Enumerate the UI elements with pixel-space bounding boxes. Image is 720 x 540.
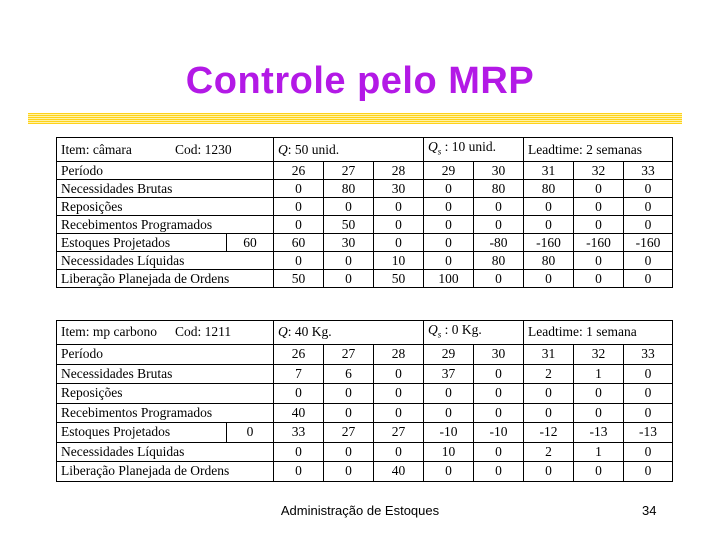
- table-cell: 1: [574, 442, 624, 462]
- table-cell: 0: [424, 251, 474, 269]
- table-cell: 0: [324, 442, 374, 462]
- table-cell: 0: [524, 215, 574, 233]
- table-row: [57, 215, 673, 233]
- table-cell: -160: [524, 233, 574, 251]
- item-name: Item: câmara: [61, 141, 132, 157]
- item-cod-cell: [57, 321, 274, 345]
- table-cell: 2: [524, 364, 574, 384]
- table-cell: 29: [424, 345, 474, 365]
- table-cell: 0: [574, 269, 624, 287]
- table-cell: -10: [424, 423, 474, 443]
- table-cell: 0: [274, 442, 324, 462]
- table-cell: 28: [374, 345, 424, 365]
- table-cell: 0: [324, 403, 374, 423]
- table-cell: 50: [274, 269, 324, 287]
- table-cell: 0: [474, 442, 524, 462]
- table-cell: 0: [474, 403, 524, 423]
- table-cell: 0: [424, 197, 474, 215]
- table-cell: 80: [474, 179, 524, 197]
- row-label: Necessidades Brutas: [57, 179, 274, 197]
- table-cell: 10: [374, 251, 424, 269]
- safety-stock-cell: [424, 138, 524, 162]
- table-cell: -10: [474, 423, 524, 443]
- table-cell: 0: [374, 197, 424, 215]
- page-number: 34: [642, 503, 657, 518]
- table-cell: 33: [274, 423, 324, 443]
- table-cell: -13: [624, 423, 673, 443]
- table-cell: 0: [474, 215, 524, 233]
- table-cell: 50: [324, 215, 374, 233]
- table-cell: 30: [474, 345, 524, 365]
- table-cell: 0: [574, 215, 624, 233]
- table-row: [57, 442, 673, 462]
- row-label: Liberação Planejada de Ordens: [57, 462, 274, 482]
- table-cell: 26: [274, 345, 324, 365]
- table-cell: -160: [574, 233, 624, 251]
- table-cell: 0: [574, 384, 624, 404]
- safety-stock-value: : 0 Kg.: [441, 322, 482, 337]
- table-cell: 0: [624, 269, 673, 287]
- table-cell: 0: [574, 197, 624, 215]
- table-row: [57, 179, 673, 197]
- table-cell: 0: [524, 269, 574, 287]
- table-cell: 6: [324, 364, 374, 384]
- mrp-table-mp-carbono: [56, 320, 673, 482]
- table-row: [57, 197, 673, 215]
- table-cell: 29: [424, 161, 474, 179]
- table-cell: 0: [624, 215, 673, 233]
- row-label: Estoques Projetados: [57, 233, 227, 251]
- table-cell: 0: [574, 403, 624, 423]
- table-cell: 0: [624, 364, 673, 384]
- table-cell: 0: [624, 179, 673, 197]
- table-cell: 27: [324, 423, 374, 443]
- table-row: [57, 462, 673, 482]
- table-cell: 0: [274, 179, 324, 197]
- table-cell: 0: [474, 462, 524, 482]
- table-cell: 2: [524, 442, 574, 462]
- table-cell: 40: [274, 403, 324, 423]
- row-label: Reposições: [57, 197, 274, 215]
- table-header-row: [57, 321, 673, 345]
- table-cell: 0: [524, 462, 574, 482]
- table-cell: 0: [474, 364, 524, 384]
- table-cell: 33: [624, 345, 673, 365]
- row-label: Recebimentos Programados: [57, 215, 274, 233]
- table-cell: 37: [424, 364, 474, 384]
- row-label: Recebimentos Programados: [57, 403, 274, 423]
- table-cell: 31: [524, 345, 574, 365]
- table-row: [57, 364, 673, 384]
- table-cell: 0: [374, 384, 424, 404]
- table-cell: 7: [274, 364, 324, 384]
- lot-size-symbol: Q: [278, 324, 288, 340]
- table-cell: 0: [624, 462, 673, 482]
- table-cell: 0: [474, 269, 524, 287]
- footer-text: Administração de Estoques: [280, 503, 440, 518]
- table-cell: 0: [424, 215, 474, 233]
- table-row: [57, 384, 673, 404]
- table-cell: 10: [424, 442, 474, 462]
- table-cell: 33: [624, 161, 673, 179]
- table-cell: 100: [424, 269, 474, 287]
- safety-stock-subscript: s: [437, 146, 442, 157]
- item-name: Item: mp carbono: [61, 324, 157, 340]
- table-cell: 0: [374, 403, 424, 423]
- table-cell: 0: [374, 233, 424, 251]
- table-cell: 30: [474, 161, 524, 179]
- table-cell: 0: [524, 403, 574, 423]
- leadtime-cell: Leadtime: 2 semanas: [524, 138, 673, 162]
- table-row: [57, 161, 673, 179]
- table-cell: -12: [524, 423, 574, 443]
- table-cell: 0: [274, 384, 324, 404]
- table-row: [57, 251, 673, 269]
- table-cell: 0: [574, 179, 624, 197]
- table-cell: 27: [324, 161, 374, 179]
- leadtime-cell: Leadtime: 1 semana: [524, 321, 673, 345]
- table-cell: 0: [624, 403, 673, 423]
- table-cell: -80: [474, 233, 524, 251]
- table-cell: 27: [374, 423, 424, 443]
- table-cell: 0: [324, 269, 374, 287]
- table-row: [57, 423, 673, 443]
- table-cell: 0: [424, 403, 474, 423]
- table-row: [57, 233, 673, 251]
- safety-stock-subscript: s: [437, 329, 442, 340]
- table-cell: 0: [424, 233, 474, 251]
- table-cell: 0: [324, 251, 374, 269]
- table-cell: 0: [474, 197, 524, 215]
- item-code: Cod: 1230: [175, 141, 232, 157]
- table-cell: 0: [374, 364, 424, 384]
- safety-stock-symbol: Q: [428, 139, 438, 154]
- table-cell: 0: [524, 197, 574, 215]
- lot-size-symbol: Q: [278, 141, 288, 157]
- row-label: Reposições: [57, 384, 274, 404]
- table-cell: 0: [274, 251, 324, 269]
- item-cod-cell: [57, 138, 274, 162]
- table-cell: 80: [524, 179, 574, 197]
- mrp-table-camara: [56, 137, 673, 288]
- row-label: Estoques Projetados: [57, 423, 227, 443]
- table-cell: 0: [474, 384, 524, 404]
- table-cell: 0: [624, 197, 673, 215]
- row-label: Necessidades Líquidas: [57, 251, 274, 269]
- table-cell: 32: [574, 161, 624, 179]
- table-cell: 0: [424, 384, 474, 404]
- table-cell: 0: [274, 215, 324, 233]
- table-cell: 0: [574, 462, 624, 482]
- table-header-row: [57, 138, 673, 162]
- table-cell: -13: [574, 423, 624, 443]
- row-label: Período: [57, 161, 274, 179]
- slide-title: Controle pelo MRP: [185, 60, 535, 102]
- table-cell: 0: [274, 462, 324, 482]
- title-divider: [28, 113, 682, 124]
- lot-size-value: : 40 Kg.: [287, 324, 332, 340]
- table-cell: 32: [574, 345, 624, 365]
- table-row: [57, 403, 673, 423]
- table-cell: 80: [524, 251, 574, 269]
- table-cell: 0: [374, 215, 424, 233]
- table-cell: 0: [324, 197, 374, 215]
- table-cell: 1: [574, 364, 624, 384]
- item-code: Cod: 1211: [175, 324, 232, 340]
- row-label: Necessidades Brutas: [57, 364, 274, 384]
- table-cell: 0: [424, 462, 474, 482]
- table-cell: 31: [524, 161, 574, 179]
- table-cell: 0: [274, 197, 324, 215]
- table-cell: 0: [324, 462, 374, 482]
- safety-stock-value: : 10 unid.: [441, 139, 497, 154]
- table-cell: 0: [374, 442, 424, 462]
- initial-stock-cell: 60: [227, 233, 274, 251]
- safety-stock-symbol: Q: [428, 322, 438, 337]
- table-cell: 50: [374, 269, 424, 287]
- table-cell: 27: [324, 345, 374, 365]
- lot-size-cell: [274, 138, 424, 162]
- table-cell: 26: [274, 161, 324, 179]
- table-row: [57, 269, 673, 287]
- table-cell: 0: [324, 384, 374, 404]
- lot-size-cell: [274, 321, 424, 345]
- table-cell: 0: [624, 251, 673, 269]
- table-cell: -160: [624, 233, 673, 251]
- table-cell: 80: [324, 179, 374, 197]
- table-row: [57, 345, 673, 365]
- table-cell: 60: [274, 233, 324, 251]
- row-label: Período: [57, 345, 274, 365]
- lot-size-value: : 50 unid.: [287, 141, 340, 157]
- table-cell: 0: [624, 384, 673, 404]
- table-cell: 0: [424, 179, 474, 197]
- table-cell: 0: [624, 442, 673, 462]
- row-label: Necessidades Líquidas: [57, 442, 274, 462]
- table-cell: 0: [524, 384, 574, 404]
- table-cell: 0: [574, 251, 624, 269]
- table-cell: 28: [374, 161, 424, 179]
- safety-stock-cell: [424, 321, 524, 345]
- table-cell: 80: [474, 251, 524, 269]
- table-cell: 40: [374, 462, 424, 482]
- table-cell: 30: [324, 233, 374, 251]
- table-cell: 30: [374, 179, 424, 197]
- row-label: Liberação Planejada de Ordens: [57, 269, 274, 287]
- initial-stock-cell: 0: [227, 423, 274, 443]
